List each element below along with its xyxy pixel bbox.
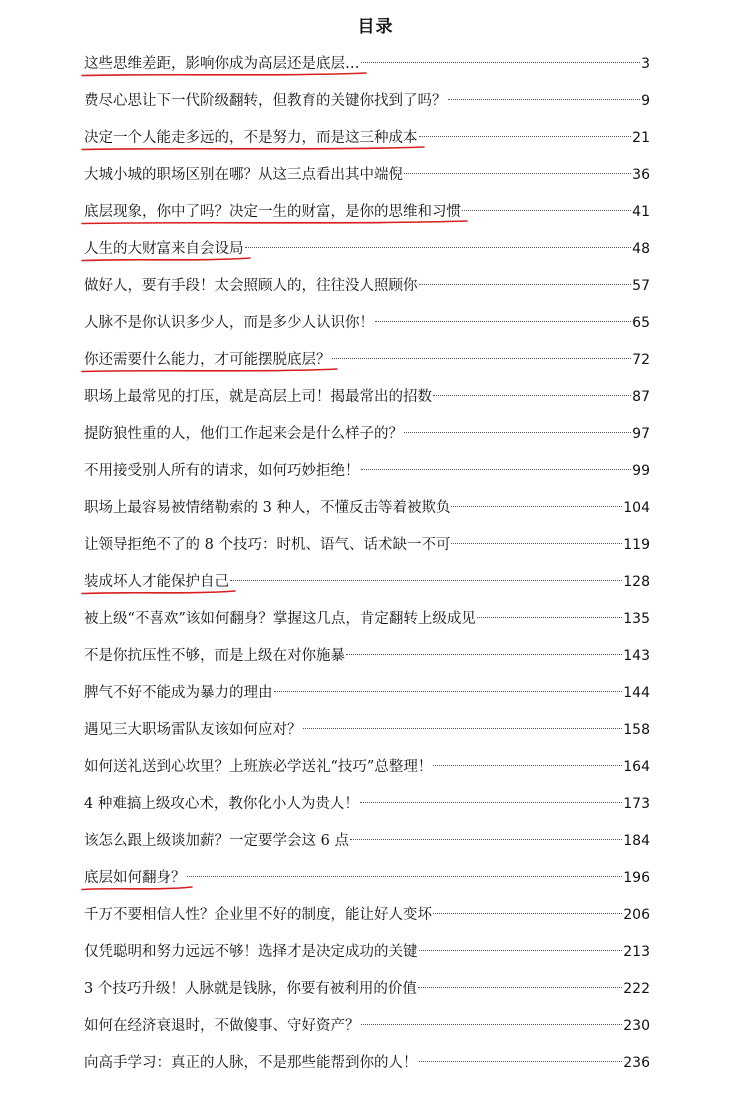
toc-entry-page-number: 21 bbox=[632, 130, 650, 146]
toc-leader-dots bbox=[433, 765, 622, 766]
toc-entry-title: 被上级“不喜欢”该如何翻身？掌握这几点，肯定翻转上级成见 bbox=[84, 611, 476, 627]
toc-entry-page-number: 206 bbox=[623, 907, 650, 923]
toc-entry-title: 提防狼性重的人，他们工作起来会是什么样子的？ bbox=[84, 426, 403, 442]
toc-entry[interactable] bbox=[84, 379, 650, 416]
toc-leader-dots bbox=[451, 543, 622, 544]
toc-entry-title: 大城小城的职场区别在哪？从这三点看出其中端倪 bbox=[84, 167, 403, 183]
toc-entry[interactable] bbox=[84, 231, 650, 268]
toc-entry-page-number: 143 bbox=[623, 648, 650, 664]
toc-leader-dots bbox=[332, 358, 632, 359]
toc-entry-title: 3 个技巧升级！人脉就是钱脉，你要有被利用的价值 bbox=[84, 981, 417, 997]
toc-entry[interactable] bbox=[84, 490, 650, 527]
toc-leader-dots bbox=[451, 506, 622, 507]
toc-entry-page-number: 72 bbox=[632, 352, 650, 368]
toc-entry-page-number: 3 bbox=[641, 56, 650, 72]
toc-entry-title: 4 种难搞上级攻心术，教你化小人为贵人！ bbox=[84, 796, 359, 812]
toc-leader-dots bbox=[187, 876, 623, 877]
toc-entry-page-number: 119 bbox=[623, 537, 650, 553]
toc-leader-dots bbox=[361, 469, 632, 470]
toc-entry[interactable] bbox=[84, 120, 650, 157]
toc-leader-dots bbox=[346, 654, 622, 655]
toc-entry[interactable] bbox=[84, 712, 650, 749]
toc-entry[interactable] bbox=[84, 416, 650, 453]
page-title: 目录 bbox=[357, 17, 394, 37]
toc-entry-page-number: 87 bbox=[632, 389, 650, 405]
toc-leader-dots bbox=[360, 802, 622, 803]
toc-leader-dots bbox=[418, 987, 622, 988]
toc-leader-dots bbox=[433, 913, 622, 914]
toc-entry[interactable] bbox=[84, 564, 650, 601]
toc-entry[interactable] bbox=[84, 638, 650, 675]
toc-entry-title: 千万不要相信人性？企业里不好的制度，能让好人变坏 bbox=[84, 907, 432, 923]
toc-entry-page-number: 222 bbox=[623, 981, 650, 997]
toc-entry[interactable] bbox=[84, 305, 650, 342]
toc-leader-dots bbox=[404, 173, 631, 174]
toc-leader-dots bbox=[419, 136, 632, 137]
toc-entry-title: 人脉不是你认识多少人，而是多少人认识你！ bbox=[84, 315, 374, 331]
toc-entry[interactable] bbox=[84, 527, 650, 564]
toc-entry-title: 职场上最容易被情绪勒索的 3 种人，不懂反击等着被欺负 bbox=[84, 500, 451, 516]
toc-entry-title: 这些思维差距，影响你成为高层还是底层… bbox=[84, 56, 360, 72]
toc-entry-page-number: 135 bbox=[623, 611, 650, 627]
toc-leader-dots bbox=[245, 247, 632, 248]
toc-entry[interactable] bbox=[84, 342, 650, 379]
toc-entry-page-number: 128 bbox=[623, 574, 650, 590]
toc-entry-title: 向高手学习：真正的人脉，不是那些能帮到你的人！ bbox=[84, 1055, 418, 1071]
toc-entry-page-number: 164 bbox=[623, 759, 650, 775]
toc-entry-page-number: 104 bbox=[623, 500, 650, 516]
toc-entry-page-number: 230 bbox=[623, 1018, 650, 1034]
toc-entry-page-number: 158 bbox=[623, 722, 650, 738]
toc-entry-page-number: 99 bbox=[632, 463, 650, 479]
toc-entry-title: 职场上最常见的打压，就是高层上司！揭最常出的招数 bbox=[84, 389, 432, 405]
toc-entry-title: 脾气不好不能成为暴力的理由 bbox=[84, 685, 273, 701]
toc-entry-page-number: 9 bbox=[641, 93, 650, 109]
toc-leader-dots bbox=[477, 617, 622, 618]
toc-entry-page-number: 65 bbox=[632, 315, 650, 331]
toc-entry-page-number: 196 bbox=[623, 870, 650, 886]
toc-entry-page-number: 57 bbox=[632, 278, 650, 294]
toc-entry-title: 底层如何翻身？ bbox=[84, 870, 186, 886]
toc-list bbox=[84, 46, 650, 1082]
toc-leader-dots bbox=[274, 691, 623, 692]
toc-leader-dots bbox=[375, 321, 631, 322]
toc-leader-dots bbox=[419, 1061, 623, 1062]
toc-entry-title: 遇见三大职场雷队友该如何应对？ bbox=[84, 722, 302, 738]
toc-leader-dots bbox=[361, 62, 641, 63]
toc-entry-title: 决定一个人能走多远的，不是努力，而是这三种成本 bbox=[84, 130, 418, 146]
toc-entry[interactable] bbox=[84, 860, 650, 897]
toc-entry-page-number: 48 bbox=[632, 241, 650, 257]
toc-entry-page-number: 173 bbox=[623, 796, 650, 812]
toc-entry[interactable] bbox=[84, 749, 650, 786]
toc-entry-title: 如何送礼送到心坎里？上班族必学送礼“技巧”总整理！ bbox=[84, 759, 433, 775]
toc-entry-title: 你还需要什么能力，才可能摆脱底层？ bbox=[84, 352, 331, 368]
toc-leader-dots bbox=[448, 99, 641, 100]
toc-entry-title: 人生的大财富来自会设局 bbox=[84, 241, 244, 257]
toc-entry-page-number: 236 bbox=[623, 1055, 650, 1071]
toc-entry-title: 费尽心思让下一代阶级翻转，但教育的关键你找到了吗？ bbox=[84, 93, 447, 109]
toc-entry[interactable] bbox=[84, 823, 650, 860]
toc-leader-dots bbox=[230, 580, 622, 581]
toc-entry[interactable] bbox=[84, 268, 650, 305]
toc-leader-dots bbox=[419, 284, 632, 285]
toc-leader-dots bbox=[303, 728, 623, 729]
toc-entry-page-number: 213 bbox=[623, 944, 650, 960]
toc-entry[interactable] bbox=[84, 83, 650, 120]
toc-entry[interactable] bbox=[84, 157, 650, 194]
toc-entry-page-number: 184 bbox=[623, 833, 650, 849]
toc-entry[interactable] bbox=[84, 971, 650, 1008]
toc-entry-page-number: 41 bbox=[632, 204, 650, 220]
toc-entry-title: 不是你抗压性不够，而是上级在对你施暴 bbox=[84, 648, 345, 664]
toc-entry[interactable] bbox=[84, 786, 650, 823]
toc-entry-page-number: 97 bbox=[632, 426, 650, 442]
toc-entry-page-number: 36 bbox=[632, 167, 650, 183]
toc-entry-title: 仅凭聪明和努力远远不够！选择才是决定成功的关键 bbox=[84, 944, 418, 960]
toc-leader-dots bbox=[462, 210, 631, 211]
toc-entry[interactable] bbox=[84, 453, 650, 490]
toc-entry-title: 该怎么跟上级谈加薪？一定要学会这 6 点 bbox=[84, 833, 349, 849]
toc-entry[interactable] bbox=[84, 601, 650, 638]
toc-entry[interactable] bbox=[84, 934, 650, 971]
toc-entry[interactable] bbox=[84, 675, 650, 712]
toc-leader-dots bbox=[433, 395, 631, 396]
toc-entry[interactable] bbox=[84, 194, 650, 231]
toc-leader-dots bbox=[404, 432, 631, 433]
toc-entry-title: 让领导拒绝不了的 8 个技巧：时机、语气、话术缺一不可 bbox=[84, 537, 451, 553]
toc-leader-dots bbox=[419, 950, 623, 951]
toc-entry[interactable] bbox=[84, 897, 650, 934]
toc-entry-title: 如何在经济衰退时，不做傻事、守好资产？ bbox=[84, 1018, 360, 1034]
toc-entry[interactable] bbox=[84, 1045, 650, 1082]
toc-leader-dots bbox=[361, 1024, 623, 1025]
toc-leader-dots bbox=[350, 839, 622, 840]
toc-entry-title: 装成坏人才能保护自己 bbox=[84, 574, 229, 590]
toc-entry[interactable] bbox=[84, 1008, 650, 1045]
toc-entry[interactable] bbox=[84, 46, 650, 83]
toc-entry-title: 不用接受别人所有的请求，如何巧妙拒绝！ bbox=[84, 463, 360, 479]
toc-entry-title: 做好人，要有手段！太会照顾人的，往往没人照顾你 bbox=[84, 278, 418, 294]
toc-entry-page-number: 144 bbox=[623, 685, 650, 701]
toc-entry-title: 底层现象，你中了吗？决定一生的财富，是你的思维和习惯 bbox=[84, 204, 461, 220]
